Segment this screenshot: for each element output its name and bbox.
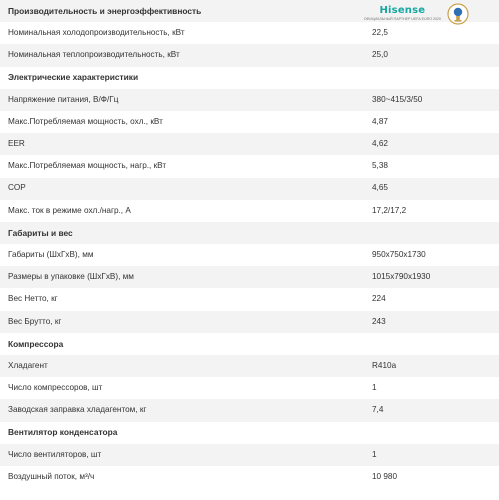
section-title: Электрические характеристики bbox=[8, 72, 139, 83]
row-value: 4,87 bbox=[372, 116, 388, 126]
row-label: Макс.Потребляемая мощность, охл., кВт bbox=[8, 116, 163, 126]
brand-tagline: ОФИЦИАЛЬНЫЙ ПАРТНЕР UEFA EURO 2020 bbox=[363, 17, 441, 21]
row-label: Макс. ток в режиме охл./нагр., А bbox=[8, 205, 131, 215]
row-label: Заводская заправка хладагентом, кг bbox=[8, 405, 147, 415]
row-value: 4,65 bbox=[372, 183, 388, 193]
table-row bbox=[0, 133, 499, 155]
row-label: EER bbox=[8, 139, 25, 149]
row-value: 1015x790x1930 bbox=[372, 272, 431, 282]
table-row bbox=[0, 355, 499, 377]
table-row bbox=[0, 377, 499, 399]
brand-name: Hisense bbox=[379, 5, 426, 16]
table-row bbox=[0, 178, 499, 200]
row-value: 7,4 bbox=[372, 405, 384, 415]
row-value: 22,5 bbox=[372, 28, 388, 38]
table-row bbox=[0, 111, 499, 133]
row-value: 10 980 bbox=[372, 471, 398, 481]
row-label: Макс.Потребляемая мощность, нагр., кВт bbox=[8, 161, 167, 171]
brand-text bbox=[364, 3, 441, 21]
row-label: Напряжение питания, В/Ф/Гц bbox=[8, 94, 119, 104]
table-row bbox=[0, 44, 499, 66]
section-header-dimensions bbox=[0, 222, 499, 244]
table-row bbox=[0, 266, 499, 288]
row-value: 243 bbox=[372, 316, 386, 326]
section-header-compressor bbox=[0, 333, 499, 355]
row-label: Вес Брутто, кг bbox=[8, 316, 62, 326]
row-label: COP bbox=[8, 183, 26, 193]
section-title: Вентилятор конденсатора bbox=[8, 427, 118, 438]
table-row bbox=[0, 244, 499, 266]
table-row bbox=[0, 466, 499, 488]
row-label: Габариты (ШхГхВ), мм bbox=[8, 250, 94, 260]
row-value: 1 bbox=[372, 383, 377, 393]
table-row bbox=[0, 311, 499, 333]
section-title: Производительность и энергоэффективность bbox=[8, 5, 202, 16]
row-label: Число вентиляторов, шт bbox=[8, 449, 102, 459]
row-label: Номинальная теплопроизводительность, кВт bbox=[8, 50, 180, 60]
table-row bbox=[0, 200, 499, 222]
row-label: Хладагент bbox=[8, 360, 48, 370]
brand-watermark bbox=[364, 3, 469, 31]
section-header-condenser-fan bbox=[0, 422, 499, 444]
row-value: 5,38 bbox=[372, 161, 388, 171]
row-value: 1 bbox=[372, 449, 377, 459]
trophy-logo-icon bbox=[447, 3, 469, 25]
row-value: 950x750x1730 bbox=[372, 250, 426, 260]
table-row bbox=[0, 399, 499, 421]
row-value: 25,0 bbox=[372, 50, 388, 60]
section-title: Габариты и вес bbox=[8, 227, 73, 238]
row-value: R410a bbox=[372, 360, 397, 370]
table-row bbox=[0, 89, 499, 111]
section-header-electrical bbox=[0, 67, 499, 89]
row-label: Вес Нетто, кг bbox=[8, 294, 58, 304]
row-label: Число компрессоров, шт bbox=[8, 383, 103, 393]
table-row bbox=[0, 444, 499, 466]
row-value: 380~415/3/50 bbox=[372, 94, 423, 104]
table-row bbox=[0, 155, 499, 177]
table-row bbox=[0, 288, 499, 310]
row-value: 17,2/17,2 bbox=[372, 205, 407, 215]
row-label: Номинальная холодопроизводительность, кВт bbox=[8, 28, 185, 38]
row-value: 224 bbox=[372, 294, 386, 304]
row-value: 4,62 bbox=[372, 139, 388, 149]
row-label: Размеры в упаковке (ШхГхВ), мм bbox=[8, 272, 134, 282]
section-title: Компрессора bbox=[8, 338, 64, 349]
row-label: Воздушный поток, м³/ч bbox=[8, 471, 95, 481]
